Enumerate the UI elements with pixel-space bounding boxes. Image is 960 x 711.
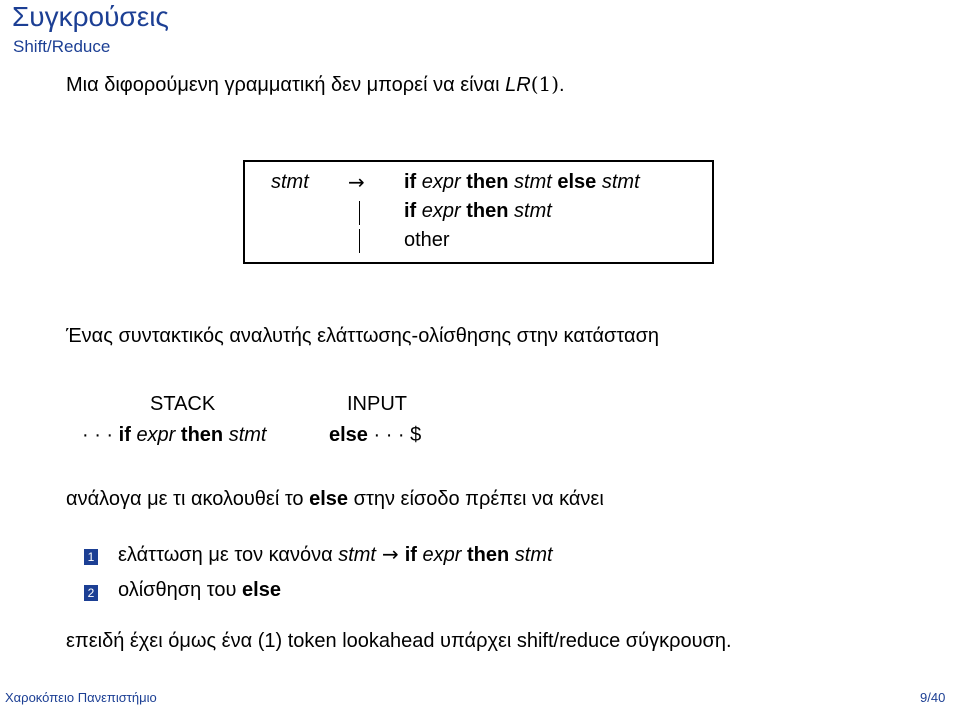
grammar-rule-2 xyxy=(404,200,552,223)
conclusion-text: επειδή έχει όμως ένα (1) token lookahead υπάρχει shift/reduce σύγκρουση. xyxy=(66,630,732,652)
intro-text: Μια διφορούμενη γραμματική δεν μπορεί να είναι xyxy=(66,74,506,96)
grammar-lhs: stmt xyxy=(271,171,309,193)
arrow: → xyxy=(381,542,399,566)
nt-stmt: stmt xyxy=(514,200,552,222)
choice-line xyxy=(66,488,604,511)
kw-else: else xyxy=(557,171,597,193)
footer-page-number: 9/40 xyxy=(920,690,946,705)
kw-then: then xyxy=(180,424,224,446)
nt-stmt: stmt xyxy=(338,544,376,566)
kw-if: if xyxy=(404,544,417,566)
nt-expr: expr xyxy=(421,200,461,222)
grammar-rule-3: other xyxy=(404,229,450,251)
stack-header: STACK xyxy=(150,393,216,415)
option-text: ολίσθηση του xyxy=(118,579,243,601)
ellipsis: · · · xyxy=(82,424,114,446)
nt-stmt: stmt xyxy=(228,424,267,446)
choice-text: ανάλογα με τι ακολουθεί το xyxy=(66,488,310,510)
kw-else: else xyxy=(242,579,281,601)
input-content xyxy=(329,424,421,447)
nt-expr: expr xyxy=(421,171,461,193)
intro-lr: LR xyxy=(505,74,531,96)
nt-expr: expr xyxy=(136,424,176,446)
input-header: INPUT xyxy=(347,393,407,415)
alt-bar xyxy=(359,229,360,253)
slide-subtitle: Shift/Reduce xyxy=(13,37,111,56)
nt-stmt: stmt xyxy=(514,171,552,193)
kw-then: then xyxy=(466,200,509,222)
choice-text: στην είσοδο πρέπει να κάνει xyxy=(348,488,604,510)
grammar-arrow: → xyxy=(348,170,365,194)
nt-stmt: stmt xyxy=(514,544,553,566)
intro-end: . xyxy=(559,74,565,96)
option-2 xyxy=(118,579,281,602)
intro-lr-arg: (1) xyxy=(530,72,560,96)
alt-bar xyxy=(359,201,360,225)
intro-line xyxy=(66,72,565,97)
nt-stmt: stmt xyxy=(601,171,640,193)
end-marker: $ xyxy=(410,424,422,446)
grammar-rule-1 xyxy=(404,171,640,194)
kw-then: then xyxy=(466,544,510,566)
ellipsis: · · · xyxy=(373,424,405,446)
kw-else: else xyxy=(309,488,349,510)
option-number-2: 2 xyxy=(84,585,98,601)
option-number-1: 1 xyxy=(84,549,98,565)
kw-then: then xyxy=(466,171,509,193)
kw-else: else xyxy=(329,424,368,446)
nt-expr: expr xyxy=(422,544,462,566)
parser-state-text: Ένας συντακτικός αναλυτής ελάττωσης-ολίσθησης στην κατάσταση xyxy=(66,325,660,347)
option-text: ελάττωση με τον κανόνα xyxy=(118,544,339,566)
kw-if: if xyxy=(404,200,417,222)
option-1 xyxy=(118,542,553,567)
kw-if: if xyxy=(404,171,417,193)
kw-if: if xyxy=(118,424,131,446)
slide-title: Συγκρούσεις xyxy=(12,1,169,32)
stack-content xyxy=(82,424,266,447)
footer-institution: Χαροκόπειο Πανεπιστήμιο xyxy=(5,690,157,705)
